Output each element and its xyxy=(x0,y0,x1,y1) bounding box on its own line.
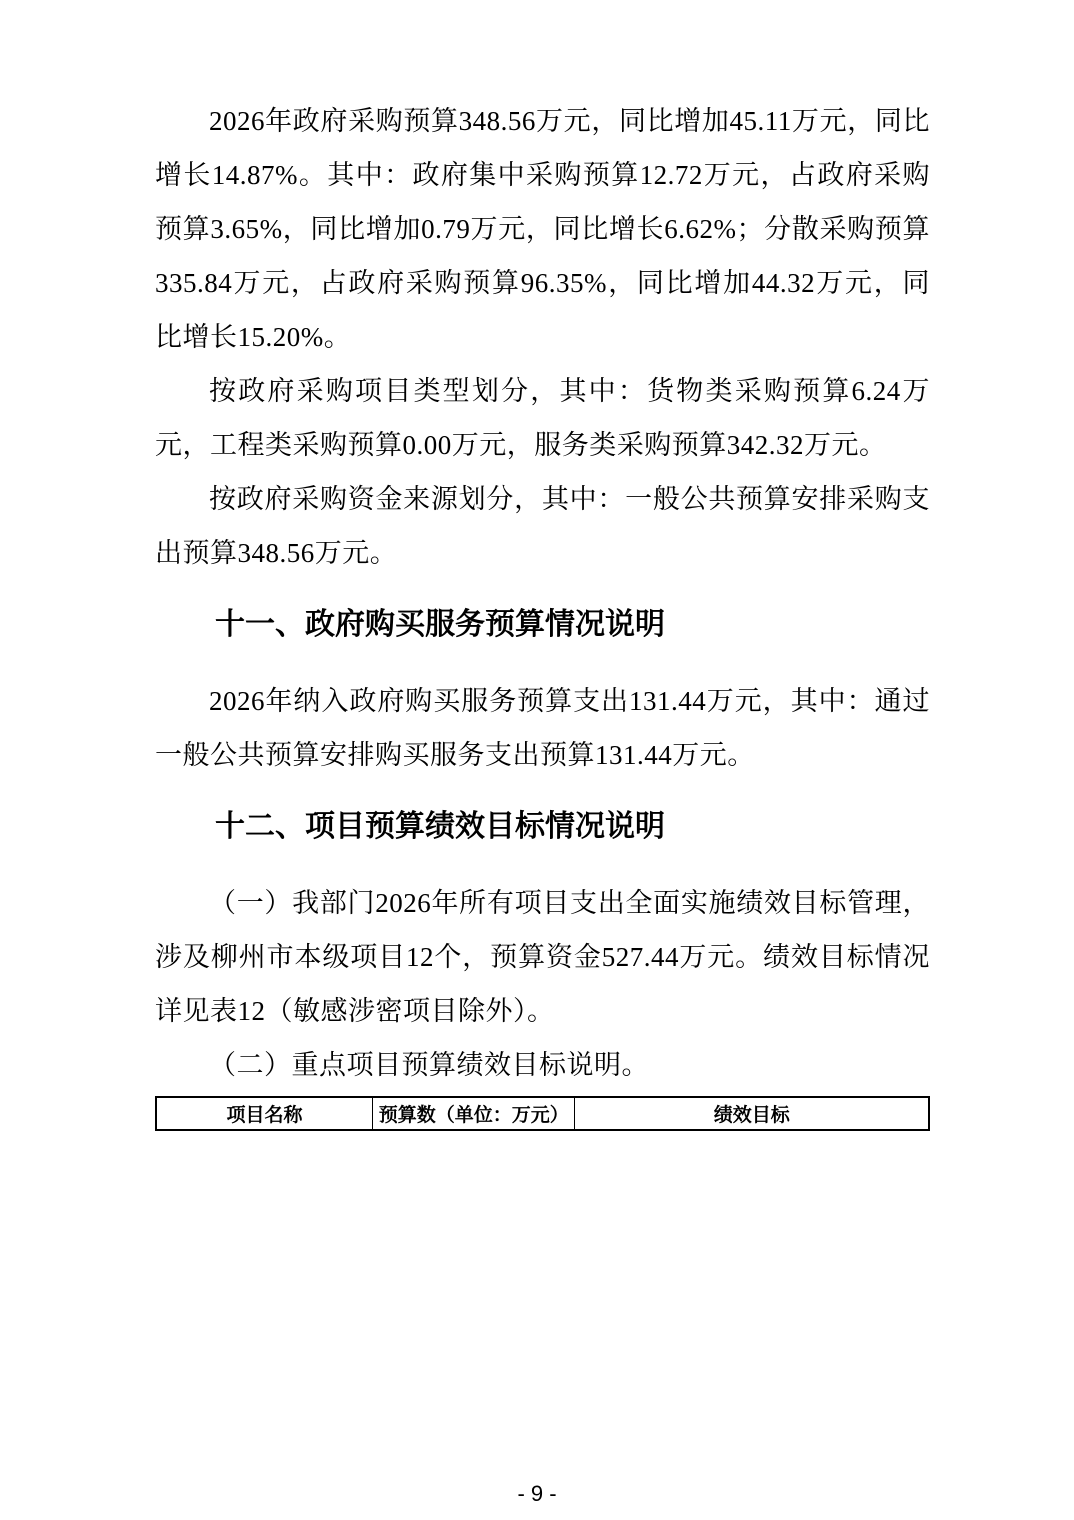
table-header-performance-target: 绩效目标 xyxy=(575,1097,929,1130)
paragraph-procurement-by-type: 按政府采购项目类型划分，其中：货物类采购预算6.24万元，工程类采购预算0.00万元，服务类采购预算342.32万元。 xyxy=(155,376,930,460)
paragraph-section-11-body: 2026年纳入政府购买服务预算支出131.44万元，其中：通过一般公共预算安排购买服务支出预算131.44万元。 xyxy=(155,686,930,770)
table-header-row xyxy=(156,1097,929,1130)
document-content xyxy=(155,0,930,1131)
page-number: - 9 - xyxy=(517,1481,557,1506)
table-header-project-name: 项目名称 xyxy=(156,1097,372,1130)
section-11-heading: 十一、政府购买服务预算情况说明 xyxy=(215,608,665,641)
table-header-budget-amount: 预算数（单位：万元） xyxy=(372,1097,575,1130)
paragraph-section-12-item-2: （二）重点项目预算绩效目标说明。 xyxy=(209,1050,649,1080)
section-12-heading: 十二、项目预算绩效目标情况说明 xyxy=(215,810,665,843)
performance-target-table xyxy=(155,1096,930,1131)
paragraph-procurement-overview: 2026年政府采购预算348.56万元，同比增加45.11万元，同比增长14.87%。其中：政府集中采购预算12.72万元，占政府采购预算3.65%，同比增加0.79万元，同比增长6.62%；分散采购预算335.84万元，占政府采购预算96.35%，同比增加44.32万元，同比增长15.20%。 xyxy=(155,106,930,352)
paragraph-section-12-item-1: （一）我部门2026年所有项目支出全面实施绩效目标管理，涉及柳州市本级项目12个，预算资金527.44万元。绩效目标情况详见表12（敏感涉密项目除外）。 xyxy=(155,888,930,1026)
paragraph-procurement-by-fund-source: 按政府采购资金来源划分，其中：一般公共预算安排采购支出预算348.56万元。 xyxy=(155,484,930,568)
